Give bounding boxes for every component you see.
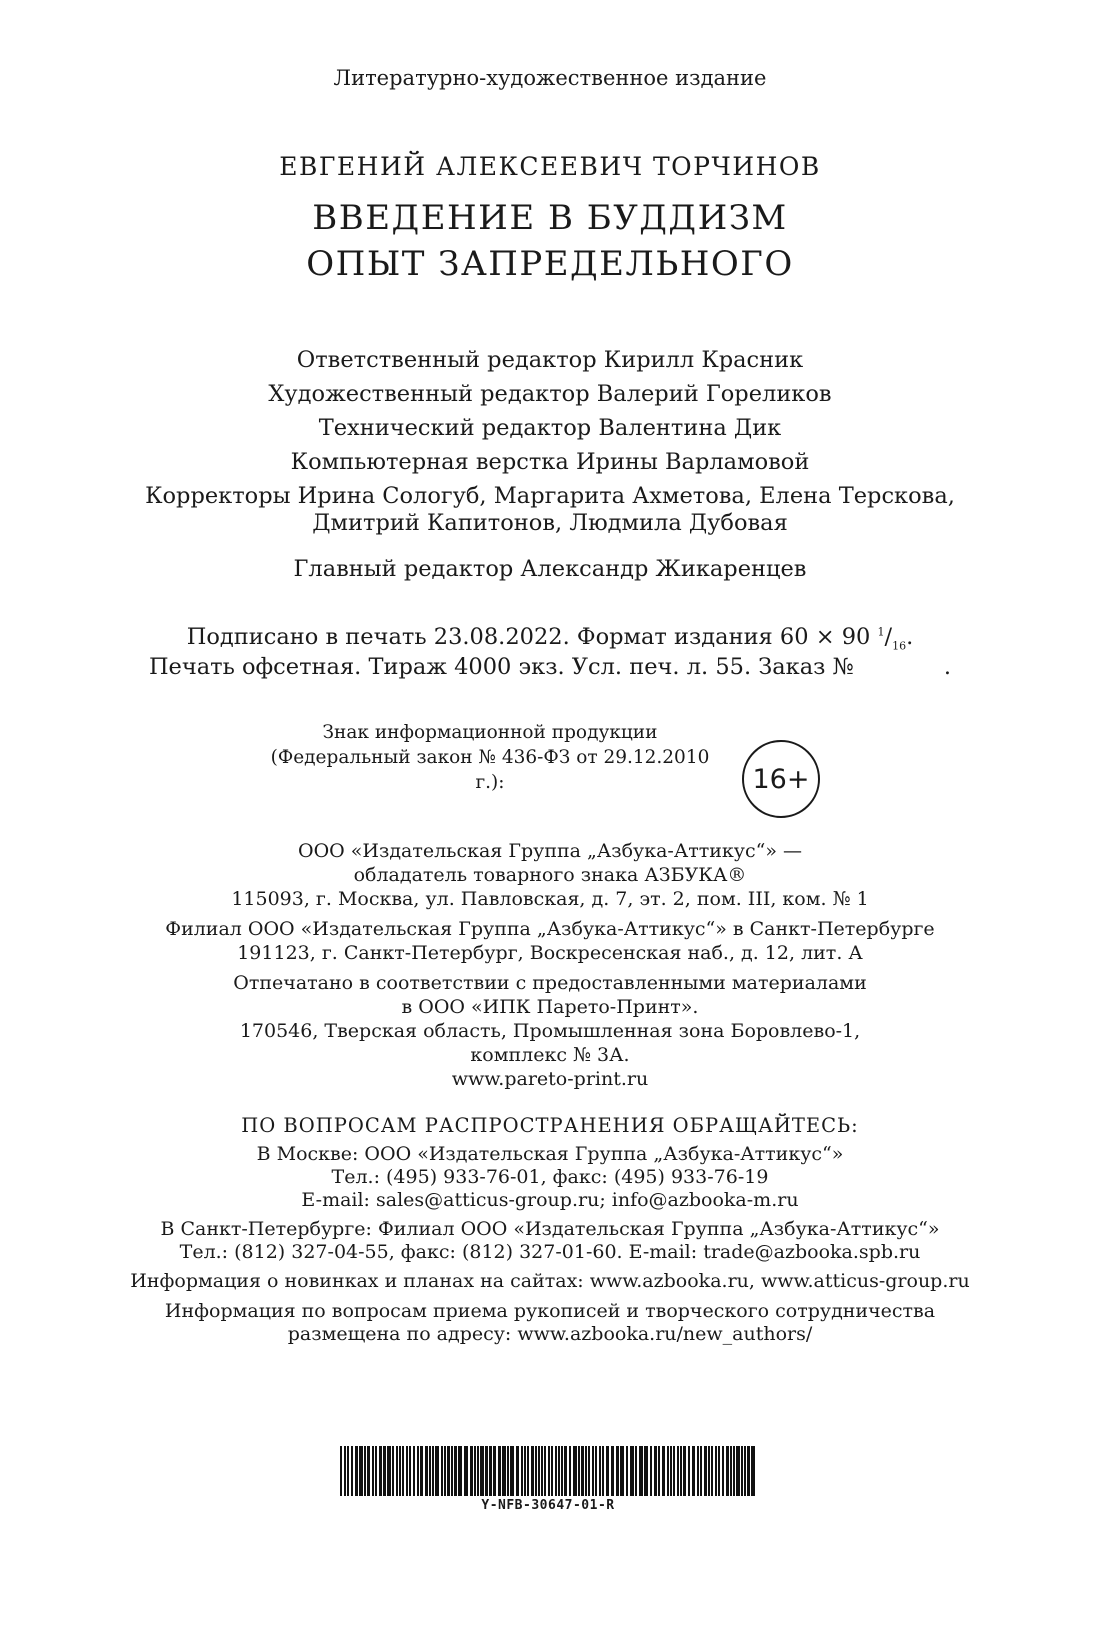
barcode-bar xyxy=(626,1446,628,1496)
barcode-bar xyxy=(667,1446,669,1496)
barcode-bar xyxy=(606,1446,609,1496)
publisher-line: комплекс № 3А. xyxy=(470,1044,630,1066)
barcode-bar xyxy=(477,1446,479,1496)
barcode-bar xyxy=(711,1446,713,1496)
author-name: ЕВГЕНИЙ АЛЕКСЕЕВИЧ ТОРЧИНОВ xyxy=(279,152,821,181)
barcode-bar xyxy=(650,1446,652,1496)
distribution-line: Тел.: (495) 933-76-01, факс: (495) 933-76-19 xyxy=(331,1166,769,1188)
distribution-line: Тел.: (812) 327-04-55, факс: (812) 327-01-60. E-mail: trade@azbooka.spb.ru xyxy=(179,1241,921,1263)
barcode-bar xyxy=(751,1446,755,1496)
barcode-bar xyxy=(441,1446,443,1496)
barcode-bar xyxy=(485,1446,488,1496)
book-title-line-2: ОПЫТ ЗАПРЕДЕЛЬНОГО xyxy=(306,244,794,284)
publisher-line: 115093, г. Москва, ул. Павловская, д. 7, эт. 2, пом. III, ком. № 1 xyxy=(231,888,869,910)
barcode-bar xyxy=(355,1446,358,1496)
barcode-bar xyxy=(524,1446,526,1496)
barcode-bar xyxy=(741,1446,743,1496)
barcode-bar xyxy=(531,1446,534,1496)
barcode-bar xyxy=(555,1446,557,1496)
barcode-bar xyxy=(744,1446,746,1496)
barcode-bar xyxy=(551,1446,553,1496)
barcode-bar xyxy=(425,1446,428,1496)
distribution-heading: ПО ВОПРОСАМ РАСПРОСТРАНЕНИЯ ОБРАЩАЙТЕСЬ: xyxy=(241,1114,859,1137)
barcode-bar xyxy=(692,1446,695,1496)
barcode-bar xyxy=(592,1446,594,1496)
barcode-bar xyxy=(581,1446,584,1496)
publisher-line: ООО «Издательская Группа „Азбука-Аттикус“» — xyxy=(298,840,802,862)
publisher-line: www.pareto-print.ru xyxy=(451,1068,649,1090)
barcode-bar xyxy=(396,1446,398,1496)
imprint-line-1: Подписано в печать 23.08.2022. Формат издания 60 × 90 $^1/_{16}$. xyxy=(186,624,914,653)
publisher-line: обладатель товарного знака АЗБУКА® xyxy=(353,864,747,886)
barcode-bar xyxy=(564,1446,567,1496)
age-rating-badge: 16+ xyxy=(742,740,820,818)
genre-label: Литературно-художественное издание xyxy=(333,66,767,90)
barcode-bar xyxy=(595,1446,597,1496)
barcode-bar xyxy=(444,1446,446,1496)
barcode-bar xyxy=(498,1446,501,1496)
imprint-format: Подписано в печать 23.08.2022. Формат издания 60 × 90 xyxy=(186,624,871,650)
barcode-bar xyxy=(688,1446,690,1496)
barcode-bar xyxy=(451,1446,453,1496)
publisher-line: Отпечатано в соответствии с предоставленными материалами xyxy=(233,972,867,994)
barcode-bar xyxy=(662,1446,665,1496)
imprint-line-2: Печать офсетная. Тираж 4000 экз. Усл. печ. л. 55. Заказ № . xyxy=(148,654,952,680)
barcode-bar xyxy=(541,1446,543,1496)
publisher-line: 170546, Тверская область, Промышленная зона Боровлево-1, xyxy=(239,1020,861,1042)
barcode-bar xyxy=(429,1446,431,1496)
barcode-bar xyxy=(432,1446,434,1496)
barcode-bar xyxy=(673,1446,675,1496)
barcode-bar xyxy=(620,1446,624,1496)
barcode-bar xyxy=(599,1446,601,1496)
barcode-bar xyxy=(474,1446,476,1496)
barcode-bar xyxy=(516,1446,519,1496)
barcode-bar xyxy=(447,1446,450,1496)
barcode-bar xyxy=(458,1446,462,1496)
barcode-bar xyxy=(726,1446,729,1496)
barcode-bar xyxy=(340,1446,342,1496)
barcode-bar xyxy=(544,1446,546,1496)
barcode-bar xyxy=(736,1446,740,1496)
barcode-bar xyxy=(493,1446,496,1496)
barcode-bar xyxy=(435,1446,439,1496)
barcode-bar xyxy=(521,1446,523,1496)
publisher-line: 191123, г. Санкт-Петербург, Воскресенская наб., д. 12, лит. А xyxy=(237,942,863,964)
imprint-print-info: Печать офсетная. Тираж 4000 экз. Усл. печ. л. 55. Заказ № xyxy=(148,654,854,680)
barcode-bar xyxy=(588,1446,590,1496)
barcode-bar xyxy=(527,1446,529,1496)
staff-line: Корректоры Ирина Сологуб, Маргарита Ахметова, Елена Терскова, xyxy=(145,483,955,509)
barcode-bar xyxy=(538,1446,540,1496)
barcode-bar xyxy=(715,1446,717,1496)
publisher-line: Филиал ООО «Издательская Группа „Азбука-Аттикус“» в Санкт-Петербурге xyxy=(165,918,935,940)
barcode-bar xyxy=(375,1446,377,1496)
staff-line: Дмитрий Капитонов, Людмила Дубовая xyxy=(312,510,788,536)
barcode-bar xyxy=(454,1446,457,1496)
book-title-line-1: ВВЕДЕНИЕ В БУДДИЗМ xyxy=(312,198,788,238)
barcode-bar xyxy=(708,1446,710,1496)
barcode-bar xyxy=(561,1446,563,1496)
barcode-bar xyxy=(733,1446,735,1496)
barcode-bar xyxy=(730,1446,732,1496)
barcode-bar xyxy=(510,1446,514,1496)
distribution-line: Информация о новинках и планах на сайтах: www.azbooka.ru, www.atticus-group.ru xyxy=(130,1270,970,1292)
barcode-bar xyxy=(654,1446,657,1496)
barcode-bar xyxy=(417,1446,419,1496)
distribution-line: размещена по адресу: www.azbooka.ru/new_authors/ xyxy=(287,1323,813,1345)
barcode-bar xyxy=(372,1446,374,1496)
barcode-bar xyxy=(658,1446,660,1496)
barcode-bar xyxy=(602,1446,604,1496)
staff-line: Технический редактор Валентина Дик xyxy=(318,415,782,441)
barcode-bar xyxy=(470,1446,473,1496)
barcode-bar xyxy=(611,1446,614,1496)
barcode-bar xyxy=(573,1446,577,1496)
barcode-bar xyxy=(683,1446,686,1496)
publisher-line: в ООО «ИПК Парето-Принт». xyxy=(401,996,699,1018)
fraction-denominator: 16 xyxy=(892,639,907,653)
distribution-line: В Москве: ООО «Издательская Группа „Азбука-Аттикус“» xyxy=(256,1143,844,1165)
barcode-bar xyxy=(548,1446,550,1496)
barcode-bar xyxy=(402,1446,404,1496)
barcode-bar xyxy=(635,1446,637,1496)
barcode-bar xyxy=(747,1446,750,1496)
barcode-bar xyxy=(383,1446,386,1496)
barcode-bar xyxy=(558,1446,560,1496)
barcode-bar xyxy=(644,1446,648,1496)
staff-line: Компьютерная верстка Ирины Варламовой xyxy=(290,449,810,475)
barcode-bar xyxy=(677,1446,679,1496)
barcode-bar xyxy=(502,1446,506,1496)
chief-editor: Главный редактор Александр Жикаренцев xyxy=(293,556,807,582)
barcode-bar xyxy=(569,1446,571,1496)
barcode-bar xyxy=(367,1446,370,1496)
distribution-line: E-mail: sales@atticus-group.ru; info@azbooka-m.ru xyxy=(301,1189,799,1211)
barcode-bar xyxy=(722,1446,724,1496)
barcode-bar xyxy=(697,1446,699,1496)
staff-line: Ответственный редактор Кирилл Красник xyxy=(296,347,804,373)
barcode-bar xyxy=(704,1446,707,1496)
barcode-bar xyxy=(630,1446,634,1496)
barcode-bar xyxy=(420,1446,423,1496)
distribution-line: Информация по вопросам приема рукописей и творческого сотрудничества xyxy=(164,1300,936,1322)
barcode-bar xyxy=(616,1446,619,1496)
barcode-bar xyxy=(639,1446,643,1496)
barcode-bar xyxy=(585,1446,587,1496)
barcode-bar xyxy=(344,1446,346,1496)
age-sign-label-1: Знак информационной продукции xyxy=(322,722,658,743)
barcode-bar xyxy=(387,1446,391,1496)
barcode-bar xyxy=(399,1446,401,1496)
barcode-bar xyxy=(507,1446,509,1496)
barcode-bar xyxy=(464,1446,468,1496)
barcode-bar xyxy=(406,1446,408,1496)
barcode-bar xyxy=(409,1446,411,1496)
barcode-bar xyxy=(392,1446,394,1496)
barcode-text: Y-NFB-30647-01-R xyxy=(481,1498,615,1513)
barcode-bar xyxy=(359,1446,363,1496)
fraction-numerator: 1 xyxy=(877,625,885,639)
barcode-bar xyxy=(489,1446,492,1496)
barcode-bar xyxy=(700,1446,702,1496)
barcode-bar xyxy=(578,1446,580,1496)
barcode-bar xyxy=(379,1446,382,1496)
barcode-bar xyxy=(413,1446,415,1496)
barcode-bar xyxy=(718,1446,720,1496)
barcode-bar xyxy=(347,1446,349,1496)
distribution-line: В Санкт-Петербурге: Филиал ООО «Издательская Группа „Азбука-Аттикус“» xyxy=(160,1218,940,1240)
barcode-bar xyxy=(480,1446,484,1496)
barcode-bar xyxy=(680,1446,682,1496)
barcode-bar xyxy=(351,1446,353,1496)
staff-line: Художественный редактор Валерий Гореликов xyxy=(268,381,832,407)
barcode-graphic xyxy=(338,1446,758,1496)
barcode-bar xyxy=(364,1446,366,1496)
barcode-bar xyxy=(670,1446,672,1496)
age-sign-label-2: (Федеральный закон № 436-ФЗ от 29.12.2010 г.): xyxy=(270,747,710,793)
barcode-bar xyxy=(535,1446,537,1496)
